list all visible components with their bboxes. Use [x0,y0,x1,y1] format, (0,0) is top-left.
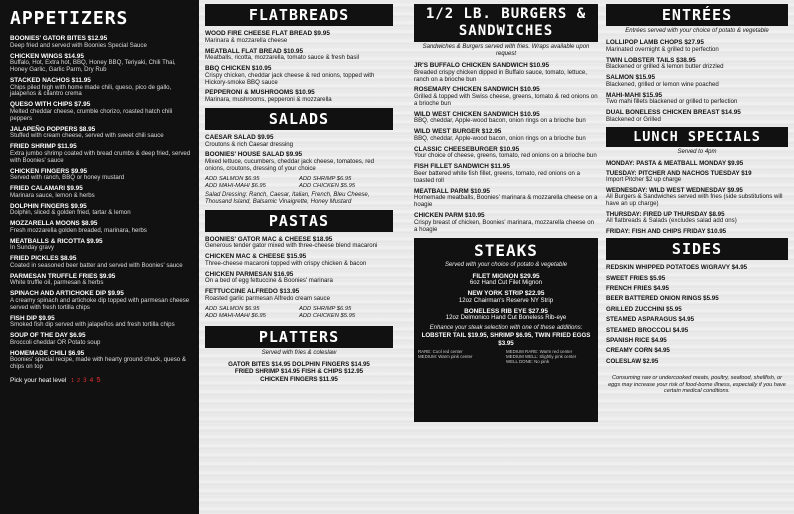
menu-item-name: MEATBALL PARM $10.95 [414,187,490,195]
salads-list [205,134,393,173]
menu-item [414,188,598,209]
menu-item-description: Blackened or grilled & lemon butter drizzled [606,63,724,71]
menu-item-name: BOONIES' GATOR MAC & CHEESE $18.95 [205,235,333,243]
doneness-level: MEDIUM RARE: Warm red center [506,349,573,355]
menu-item-description: Breaded crispy chicken dipped in Buffalo sauce, tomato, lettuce, ranch on a brioche bun [414,68,587,83]
menu-item-name: MEATBALL FLAT BREAD $10.95 [205,47,303,55]
menu-item-description: Two mahi fillets blackened or grilled to perfection [606,98,738,106]
menu-item-name: FISH FILLET SANDWICH $11.95 [414,163,510,171]
heat-label: Pick your heat level [10,376,67,384]
menu-item-name: MAHI-MAHI $15.95 [606,91,663,99]
heat-level [10,375,191,384]
menu-item-description: BBQ, cheddar, Apple-wood bacon, onion rings on a brioche bun [414,117,586,125]
menu-item [414,128,598,143]
menu-item-name: WILD WEST CHICKEN SANDWICH $10.95 [414,110,540,118]
menu-item [606,57,788,72]
menu-item [205,89,393,104]
menu-item [10,255,191,270]
menu-item-name: BOONIES' HOUSE SALAD $9.95 [205,151,303,159]
menu-item-description: Fresh mozzarella golden breaded, marinara, herbs [10,226,147,234]
burgers-note: Sandwiches & Burgers served with fries. Wraps available upon request [422,44,590,57]
pasta-addon: ADD MAHI-MAHI $6.95 [205,312,266,319]
menu-item [414,212,598,233]
menu-item-name: BOONIES' GATOR BITES $12.95 [10,35,108,42]
menu-item-description: Blackened or Grilled [606,115,661,123]
menu-item-name: FISH DIP $9.95 [10,314,55,322]
menu-item-description: Dolphin, sliced & golden fried, tartar & lemon [10,209,131,217]
heat-level-option[interactable]: 5 [96,374,101,384]
menu-item-name: WOOD FIRE CHEESE FLAT BREAD $9.95 [205,30,330,37]
steaks-enhance: Enhance your steak selection with one of these additions: [429,325,583,332]
menu-item [10,315,191,330]
menu-item-description: Generous tender gator mixed with three-cheese blend macaroni [205,242,378,250]
salad-addon: ADD CHICKEN $5.95 [299,182,356,189]
menu-item-description: Blackened, grilled or lemon wine poached [606,80,719,88]
menu-item [606,228,788,235]
menu-item [205,151,393,172]
side-item: COLESLAW $2.95 [606,357,659,365]
pasta-addon: ADD SALMON $6.95 [205,305,260,312]
lunch-specials-list [606,160,788,236]
menu-item-name: FRIED PICKLES $8.95 [10,255,77,263]
menu-item [414,86,598,107]
menu-item-description: In Sunday gravy [10,244,55,252]
steaks-title: STEAKS [474,240,538,260]
menu-item-description: Croutons & rich Caesar dressing [205,140,294,148]
menu-item [10,101,191,122]
menu-item [10,350,191,371]
steaks-list [418,273,594,323]
menu-item-name: SALMON $15.95 [606,74,656,81]
menu-item [418,273,594,288]
menu-item-description: 12oz Chairman's Reserve NY Strip [458,296,554,304]
menu-item-name: CAESAR SALAD $9.95 [205,133,274,141]
menu-item-description: Roasted garlic parmesan Alfredo cream sauce [205,294,330,302]
menu-item-name: MOZZARELLA MOONS $8.95 [10,220,98,228]
menu-item-description: Crispy breast of chicken, Boonies' marinara, mozzarella cheese on a hoagie [414,218,594,233]
heat-level-option[interactable]: 4 [89,376,94,384]
side-item: SWEET FRIES $5.95 [606,274,666,282]
platter-row: GATOR BITES $14.95 DOLPHIN FINGERS $14.95 [228,360,370,368]
menu-item [606,160,788,167]
menu-item [10,220,191,235]
menu-item-name: WILD WEST BURGER $12.95 [414,128,502,136]
entrees-list [606,39,788,124]
menu-item-description: Import Pitcher $2 up charge [606,175,682,183]
burgers-list [414,62,598,234]
pasta-addon: ADD SHRIMP $6.95 [299,305,352,312]
side-item: BEER BATTERED ONION RINGS $5.95 [606,295,719,303]
menu-item-description: Your choice of cheese, greens, tomato, red onions on a brioche bun [414,152,597,160]
pasta-addon: ADD CHICKEN $5.95 [299,312,356,319]
burgers-column [410,0,602,514]
menu-item-description: Buffalo, Hot, Extra hot, BBQ, Honey BBQ, Teriyaki, Chili Thai, Honey Garlic, Garlic Parm, Dry Rub [10,59,176,73]
salad-addons [205,176,393,190]
menu-item-name: FETTUCCINE ALFREDO $13.95 [205,288,300,296]
menu-item-name: SPINACH AND ARTICHOKE DIP $9.95 [10,290,124,298]
sides-list [606,263,788,367]
menu-item-name: WEDNESDAY: WILD WEST WEDNESDAY $9.95 [606,186,743,194]
menu-item [205,236,393,251]
doneness-level: RARE: Cool red center [418,349,463,355]
menu-item [606,74,788,89]
flatbreads-list [205,30,393,104]
menu-item [10,238,191,253]
menu-item [205,134,393,149]
menu-item [10,273,191,288]
menu-item-description: A creamy spinach and artichoke dip topped with parmesan cheese served with fresh tortilla chips [10,296,190,311]
menu-item [10,203,191,218]
menu-item-description: All flatbreads & Salads (excludes salad add ons) [606,217,737,225]
menu-item-name: TWIN LOBSTER TAILS $38.95 [606,56,696,64]
entrees-title: ENTRÉES [606,4,788,26]
entrees-note: Entrées served with your choice of potato & vegetable [625,28,769,34]
menu-item [10,126,191,141]
menu-item-name: PARMESAN TRUFFLE FRIES $9.95 [10,272,116,280]
menu-item [10,185,191,200]
side-item: FRENCH FRIES $4.95 [606,284,669,292]
menu-item-description: Smoked fish dip served with jalapeños and fresh tortilla chips [10,321,175,329]
menu-item-description: Mixed lettuce, cucumbers, cheddar jack cheese, tomatoes, red onions, croutons, dressing of your choice [205,158,375,172]
salad-dressing: Salad Dressing: Ranch, Caesar, Italian, French, Bleu Cheese, Thousand Island, Balsamic Vinaigrette, Honey Mustard [205,191,370,205]
menu-item [10,143,191,164]
appetizers-column [0,0,199,514]
menu-item-name: CHICKEN PARM $10.95 [414,212,485,220]
salad-addon: ADD SALMON $6.95 [205,175,260,182]
doneness-level [418,359,506,364]
lunch-specials-title: LUNCH SPECIALS [606,127,788,147]
menu-item-name: LOLLIPOP LAMB CHOPS $27.95 [606,39,704,46]
menu-item-name: BONELESS RIB EYE $27.95 [464,307,548,315]
heat-level-option[interactable]: 2 [76,377,81,384]
pastas-list [205,236,393,303]
side-item: GRILLED ZUCCHINI $5.95 [606,305,682,313]
lunch-note: Served to 4pm [677,148,717,155]
menu-item-description: Served with ranch, BBQ or honey mustard [10,174,125,182]
heat-level-options [68,374,101,384]
menu-item [205,30,393,45]
menu-item-name: CHICKEN WINGS $14.95 [10,52,84,60]
menu-item-description: 12oz Delmonico Hand Cut Boneless Rib-eye [445,314,567,322]
menu-item-name: DOLPHIN FINGERS $9.95 [10,202,87,210]
menu-item-description: Homemade meatballs, Boonies' marinara & mozzarella cheese on a hoagie [414,194,598,209]
salad-addon: ADD MAHI-MAHI $6.95 [205,182,266,189]
side-item: SPANISH RICE $4.95 [606,336,667,344]
menu-item [414,146,598,161]
menu-item-name: DUAL BONELESS CHICKEN BREAST $14.95 [606,109,741,116]
menu-item-description: Stuffed with cream cheese, served with sweet chili sauce [10,132,164,140]
side-item: STEAMED ASPARAGUS $4.95 [606,316,695,324]
menu-item [10,168,191,183]
menu-item-description: 6oz Hand Cut Filet Mignon [469,279,543,287]
sides-title: SIDES [606,238,788,260]
menu-item-name: NEW YORK STRIP $22.95 [467,290,545,298]
menu-item [205,48,393,63]
menu-item [606,39,788,54]
flatbreads-title: FLATBREADS [205,4,393,26]
platters-note: Served with fries & coleslaw [261,349,337,356]
food-safety-notice: Consuming raw or undercooked meats, poultry, seafood, shellfish, or eggs may increase your risk of food-borne illness, especially if you have certain medical conditions. [608,375,786,395]
platter-row: CHICKEN FINGERS $11.95 [260,376,338,383]
menu-item [10,332,191,347]
menu-item [606,170,788,184]
menu-item-description: On a bed of egg fettuccine & Boonies' marinara [205,277,333,285]
menu-item-name: PEPPERONI & MUSHROOMS $10.95 [205,89,315,97]
steaks-panel [414,238,598,422]
menu-item [10,53,191,74]
steaks-note: Served with your choice of potato & vegetable [444,261,568,268]
side-item: STEAMED BROCCOLI $4.95 [606,326,689,334]
menu-item [205,65,393,86]
entrees-column [602,0,794,514]
menu-item-name: FRIDAY: FISH AND CHIPS FRIDAY $10.95 [606,227,727,235]
menu-item-description: Melted cheddar cheese, crumble chorizo, roasted hatch chili peppers [10,107,173,122]
menu-item-description: Marinated overnight & grilled to perfection [606,45,719,53]
flatbreads-column [199,0,399,514]
menu-item [414,111,598,126]
platters-list [205,361,393,384]
appetizers-list [10,35,191,371]
menu-item [606,187,788,208]
menu-item-name: FRIED CALAMARI $9.95 [10,185,83,193]
salads-title: SALADS [205,108,393,130]
steaks-enhance-items: LOBSTER TAIL $19.95, SHRIMP $6.95, TWIN FRIED EGGS $3.95 [421,332,591,347]
menu-item-description: Boonies' special recipe, made with hearty ground chuck, queso & chips on top [10,356,186,371]
menu-item-description: Beer battered white fish fillet, greens, tomato, red onions on a toasted roll [414,169,580,184]
menu-item-name: CHICKEN PARMESAN $16.95 [205,270,294,278]
menu-item-description: All Burgers & Sandwiches served with fries (side substitutions will have an up charge) [606,193,783,207]
menu-item [205,288,393,303]
menu-item-name: ROSEMARY CHICKEN SANDWICH $10.95 [414,86,540,94]
heat-level-option[interactable]: 1 [71,377,74,384]
menu-item [10,77,191,98]
menu-item [205,253,393,268]
salad-addon: ADD SHRIMP $6.95 [299,175,352,182]
menu-item-name: TUESDAY: PITCHER AND NACHOS TUESDAY $19 [606,169,752,177]
menu-item [414,62,598,83]
menu-item-description: Chips piled high with home made chili, queso, pico de gallo, jalapenos & cilantro crema [10,83,172,98]
menu-item-name: MEATBALLS & RICOTTA $9.95 [10,237,103,245]
heat-level-option[interactable]: 3 [83,376,87,384]
menu-item-description: Marinara, mushrooms, pepperoni & mozzarella [205,96,332,103]
doneness-level: MEDIUM WELL: Slightly pink center [506,354,577,360]
menu-item [606,92,788,107]
menu-item-name: STACKED NACHOS $11.95 [10,76,91,84]
burgers-title: 1/2 LB. BURGERS & SANDWICHES [414,4,598,42]
menu-item [10,35,191,50]
menu-item-description: Grilled & topped with Swiss cheese, greens, tomato & red onions on a brioche bun [414,93,598,107]
menu-item-description: Crispy chicken, cheddar jack cheese & red onions, topped with Hickory-smoke BBQ sauce [205,71,375,86]
menu-item-description: Marinara sauce, lemon & herbs [10,191,95,199]
menu-item-name: CLASSIC CHEESEBURGER $10.95 [414,145,520,153]
menu-item-name: BBQ CHICKEN $10.95 [205,65,272,72]
menu-item-name: FILET MIGNON $29.95 [472,272,540,280]
menu-item-name: MONDAY: PASTA & MEATBALL MONDAY $9.95 [606,159,744,167]
menu-item-name: JALAPEÑO POPPERS $8.95 [10,125,96,133]
steak-doneness-guide [418,349,594,364]
menu-item-name: THURSDAY: FIRED UP THURSDAY $8.95 [606,210,725,218]
menu-item-name: FRIED SHRIMP $11.95 [10,143,77,151]
menu-item [414,163,598,184]
menu-item-description: Meatballs, ricotta, mozzarella, tomato sauce & fresh basil [205,54,360,62]
menu-item-name: QUESO WITH CHIPS $7.95 [10,101,91,109]
doneness-level: MEDIUM: Warm pink center [418,354,473,360]
menu-item-description: Broccoli cheddar OR Potato soup [10,338,101,346]
menu-item-description: Marinara & mozzarella cheese [205,36,288,44]
menu-item [418,290,594,305]
menu-item-name: JR'S BUFFALO CHICKEN SANDWICH $10.95 [414,62,550,69]
pastas-title: PASTAS [205,210,393,232]
menu-item-name: CHICKEN MAC & CHEESE $15.95 [205,253,307,261]
menu-item [10,290,191,311]
menu-item-description: Three-cheese macaroni topped with crispy chicken & bacon [205,259,367,267]
menu-item-name: HOMEMADE CHILI $6.95 [10,349,85,357]
platters-title: PLATTERS [205,326,393,348]
pasta-addons [205,306,393,320]
menu-item-name: CHICKEN FINGERS $9.95 [10,167,88,175]
menu-item [418,308,594,323]
appetizers-title: APPETIZERS [10,8,129,29]
menu-item-description: BBQ, cheddar, Apple-wood bacon, onion rings on a brioche bun [414,134,586,142]
platter-row: FRIED SHRIMP $14.95 FISH & CHIPS $12.95 [234,368,364,376]
side-item: CREAMY CORN $4.95 [606,347,670,355]
menu-item-description: Extra jumbo shrimp coated with bread crumbs & deep fried, served with Boonies' sauce [10,149,191,164]
menu-item-description: Deep fried and served with Boonies Special Sauce [10,41,147,49]
menu-item-description: White truffle oil, parmesan & herbs [10,279,104,287]
menu-item [606,211,788,225]
side-item: REDSKIN WHIPPED POTATOES W/GRAVY $4.95 [606,264,748,272]
menu-item [205,271,393,286]
menu-item-name: SOUP OF THE DAY $6.95 [10,332,86,340]
doneness-level: WELL DONE: No pink [506,359,550,365]
menu-item [606,109,788,124]
menu-item-description: Coated in seasoned beer batter and served with Boonies' sauce [10,261,183,269]
